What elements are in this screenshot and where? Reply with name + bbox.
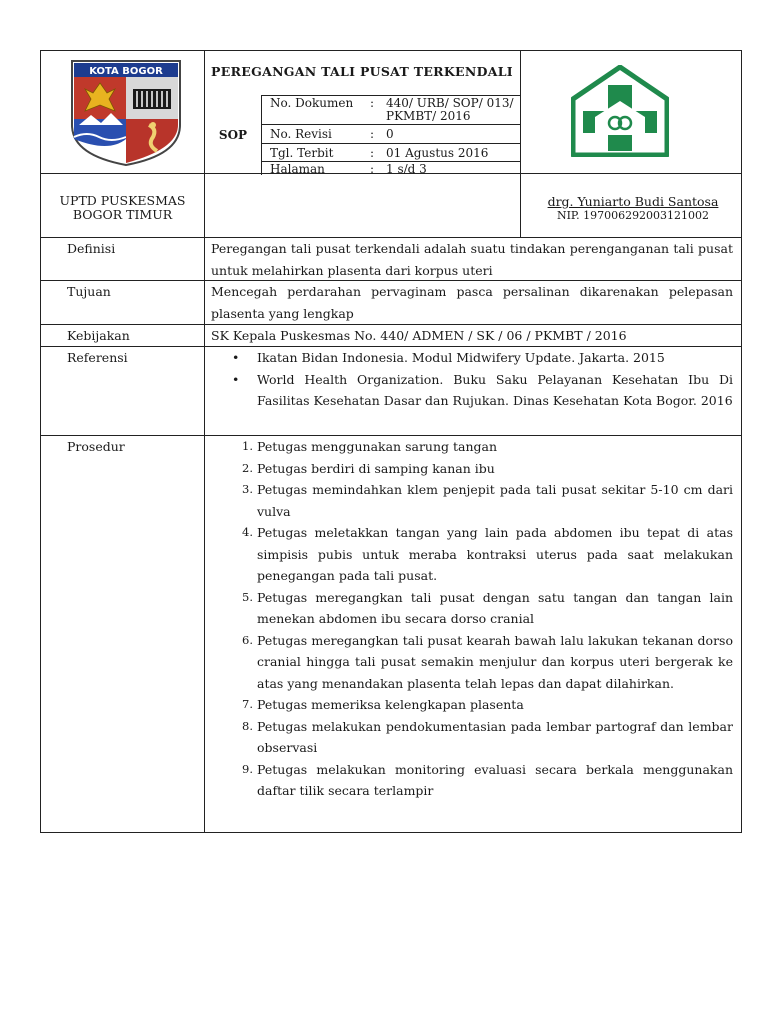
- section-text: SK Kepala Puskesmas No. 440/ ADMEN / SK / 06 / PKMBT / 2016: [211, 328, 627, 343]
- meta-row-revisi: [262, 125, 520, 144]
- signatory-nip: NIP. 197006292003121002: [556, 209, 710, 222]
- meta-colon: :: [370, 146, 375, 160]
- puskesmas-logo-icon: [571, 65, 669, 157]
- section-referensi: [41, 347, 741, 436]
- section-prosedur: [41, 436, 741, 832]
- step-number: 3.: [242, 482, 253, 496]
- step-text: Petugas memindahkan klem penjepit pada tali pusat sekitar 5-10 cm dari vulva: [257, 482, 733, 519]
- signatory: [523, 195, 743, 223]
- step-text: Petugas melakukan monitoring evaluasi secara berkala menggunakan daftar tilik secara terlampir: [257, 761, 733, 798]
- document-meta-table: [261, 95, 520, 175]
- section-heading: Prosedur: [67, 439, 125, 454]
- step-number: 1.: [242, 439, 253, 453]
- row-divider: [204, 174, 205, 237]
- document-title: PEREGANGAN TALI PUSAT TERKENDALI: [211, 64, 513, 79]
- step-number: 2.: [242, 460, 253, 475]
- section-definisi: [41, 238, 741, 281]
- meta-value: 440/ URB/ SOP/ 013/ PKMBT/ 2016: [386, 96, 514, 123]
- procedure-step: [211, 716, 733, 759]
- procedure-step: [211, 694, 733, 716]
- step-text: Petugas meregangkan tali pusat dengan satu tangan dan tangan lain menekan abdomen ibu secara dorso cranial: [257, 589, 733, 626]
- meta-value: 0: [386, 127, 394, 141]
- sop-content-table: [40, 238, 742, 833]
- step-number: 4.: [242, 525, 253, 539]
- unit-signature-row: [40, 174, 742, 238]
- meta-label: No. Revisi: [270, 127, 332, 141]
- meta-label: Tgl. Terbit: [270, 146, 334, 160]
- procedure-step: [211, 458, 733, 480]
- meta-label: Halaman: [270, 162, 325, 176]
- meta-value: 01 Agustus 2016: [386, 146, 489, 160]
- meta-value: 1 s/d 3: [386, 162, 427, 176]
- signatory-name: drg. Yuniarto Budi Santosa: [547, 194, 719, 209]
- header-divider: [204, 51, 205, 173]
- sop-header: [40, 50, 742, 174]
- meta-colon: :: [370, 127, 375, 141]
- section-text: Mencegah perdarahan pervaginam pasca persalinan dikarenakan pelepasan plasenta yang lengkap: [211, 284, 733, 321]
- unit-name-line: UPTD PUSKESMAS: [59, 193, 186, 208]
- step-number: 8.: [242, 718, 253, 733]
- row-divider: [520, 174, 521, 237]
- list-item: • Ikatan Bidan Indonesia. Modul Midwifery Update. Jakarta. 2015: [211, 347, 733, 369]
- meta-label: No. Dokumen: [270, 96, 354, 110]
- section-text: Peregangan tali pusat terkendali adalah suatu tindakan perenganganan tali pusat untuk melahirkan plasenta dari korpus uteri: [211, 241, 733, 278]
- list-item: • World Health Organization. Buku Saku Pelayanan Kesehatan Ibu Di Fasilitas Kesehatan Dasar dan Rujukan. Dinas Kesehatan Kota Bogor. 2016: [211, 369, 733, 412]
- meta-row-dokumen: [262, 96, 520, 125]
- step-text: Petugas berdiri di samping kanan ibu: [257, 460, 495, 476]
- step-number: 6.: [242, 632, 253, 647]
- kota-bogor-emblem-icon: [69, 59, 183, 167]
- procedure-step: [211, 522, 733, 587]
- procedure-list: [211, 436, 733, 802]
- section-tujuan: [41, 281, 741, 325]
- step-text: Petugas meregangkan tali pusat kearah bawah lalu lakukan tekanan dorso cranial hingga tali pusat semakin menjulur dan korpus uteri bergerak ke atas yang menandakan plasenta telah lepas dan dapat dilahirkan.: [257, 632, 733, 691]
- unit-name: [41, 194, 204, 222]
- step-text: Petugas menggunakan sarung tangan: [257, 439, 498, 454]
- step-number: 5.: [242, 589, 253, 604]
- procedure-step: [211, 630, 733, 695]
- reference-list: [211, 347, 733, 412]
- procedure-step: [211, 436, 733, 458]
- section-kebijakan: [41, 325, 741, 347]
- step-number: 9.: [242, 761, 253, 776]
- step-number: 7.: [242, 697, 253, 711]
- meta-colon: :: [370, 162, 375, 176]
- emblem-lettering: KOTA BOGOR: [89, 66, 163, 77]
- section-heading: Tujuan: [67, 284, 111, 299]
- section-heading: Referensi: [67, 350, 128, 365]
- step-text: Petugas memeriksa kelengkapan plasenta: [257, 697, 524, 712]
- meta-colon: :: [370, 96, 375, 110]
- step-text: Petugas melakukan pendokumentasian pada lembar partograf dan lembar observasi: [257, 718, 733, 755]
- unit-name-line: BOGOR TIMUR: [72, 207, 173, 222]
- procedure-step: [211, 479, 733, 522]
- section-heading: Definisi: [67, 241, 116, 256]
- sop-label: SOP: [218, 128, 248, 142]
- header-divider: [520, 51, 521, 173]
- section-heading: Kebijakan: [67, 328, 130, 343]
- meta-row-terbit: [262, 144, 520, 162]
- procedure-step: [211, 587, 733, 630]
- procedure-step: [211, 759, 733, 802]
- step-text: Petugas meletakkan tangan yang lain pada abdomen ibu tepat di atas simpisis pubis untuk meraba kontraksi uterus pada saat melakukan penegangan pada tali pusat.: [257, 525, 733, 583]
